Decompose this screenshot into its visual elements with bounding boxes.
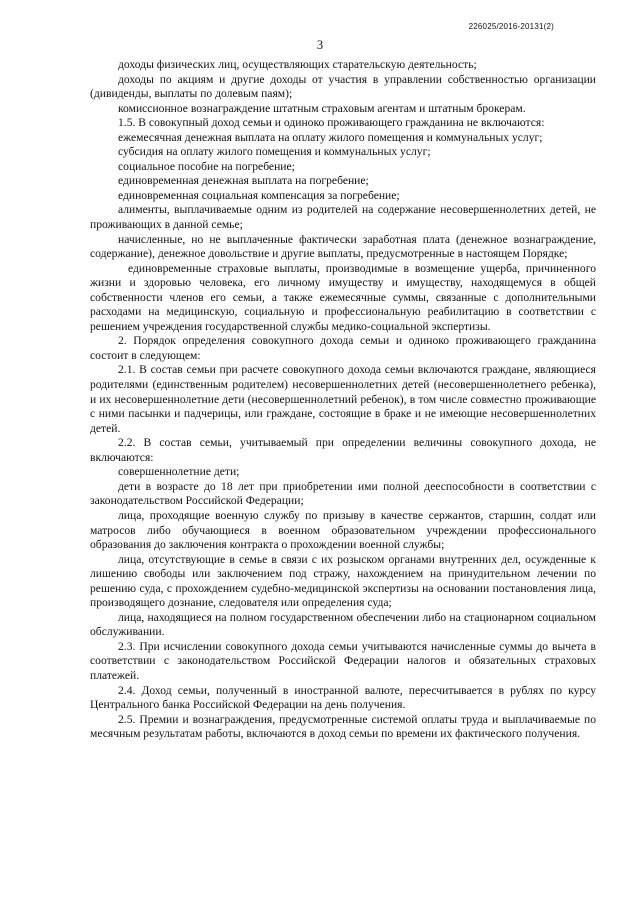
page-number: 3	[316, 38, 324, 52]
paragraph: единовременная денежная выплата на погребение;	[118, 174, 369, 188]
paragraph: 2.4. Доход семьи, полученный в иностранной валюте, пересчитывается в рублях по курсу Центрального банка Российской Федерации на день получения.	[90, 683, 596, 712]
paragraph: 2.1. В состав семьи при расчете совокупного дохода семьи включаются граждане, являющиеся родителями (единственным родителем) несовершеннолетних детей (несовершеннолетнего ребенка), и их несовершеннолетние дети (несовершеннолетний ребенок), в том числе совместно проживающие с ними пасынки и падчерицы, или граждане, состоящие в браке и не имеющие несовершеннолетних детей.	[90, 363, 596, 435]
paragraph: 2.3. При исчислении совокупного дохода семьи учитываются начисленные суммы до вычета в соответствии с законодательством Российской Федерации налогов и обязательных страховых платежей.	[90, 639, 596, 682]
paragraph: ежемесячная денежная выплата на оплату жилого помещения и коммунальных услуг;	[118, 130, 543, 144]
paragraph: единовременные страховые выплаты, производимые в возмещение ущерба, причиненного жизни и здоровью человека, его личному имуществу и имуществу, находящемуся в общей собственности членов его семьи, а также ежемесячные суммы, связанные с дополнительными расходами на медицинскую, социальную и профессиональную реабилитацию в соответствии с решением учреждения государственной службы медико-социальной экспертизы.	[90, 261, 596, 333]
document-id: 226025/2016-20131(2)	[468, 22, 554, 31]
paragraph: социальное пособие на погребение;	[118, 159, 295, 173]
paragraph: совершеннолетние дети;	[118, 465, 240, 479]
paragraph: лица, находящиеся на полном государственном обеспечении либо на стационарном социальном обслуживании.	[90, 610, 596, 639]
paragraph: 2.5. Премии и вознаграждения, предусмотренные системой оплаты труда и выплачиваемые по месячным результатам работы, включаются в доход семьи по времени их фактического получения.	[90, 712, 596, 741]
paragraph: 1.5. В совокупный доход семьи и одиноко проживающего гражданина не включаются:	[118, 116, 545, 130]
document-body	[90, 58, 596, 742]
paragraph: комиссионное вознаграждение штатным страховым агентам и штатным брокерам.	[118, 101, 526, 115]
paragraph: доходы по акциям и другие доходы от участия в управлении собственностью организации (дивиденды, выплаты по долевым паям);	[90, 72, 596, 101]
paragraph: единовременная социальная компенсация за погребение;	[118, 188, 400, 202]
paragraph: алименты, выплачиваемые одним из родителей на содержание несовершеннолетних детей, не проживающих в данной семье;	[90, 203, 596, 232]
paragraph: 2. Порядок определения совокупного дохода семьи и одиноко проживающего гражданина состоит в следующем:	[90, 334, 596, 362]
paragraph: доходы физических лиц, осуществляющих старательскую деятельность;	[118, 58, 477, 71]
paragraph: начисленные, но не выплаченные фактически заработная плата (денежное вознаграждение, содержание), денежное довольствие и другие выплаты, предусмотренные в настоящем Порядке;	[90, 232, 596, 261]
paragraph: лица, проходящие военную службу по призыву в качестве сержантов, старшин, солдат или матросов либо обучающиеся в военном образовательном учреждении профессионального образования до заключения контракта о прохождении военной службы;	[90, 508, 596, 552]
paragraph: лица, отсутствующие в семье в связи с их розыском органами внутренних дел, осужденные к лишению свободы или заключением под стражу, нахождением на принудительном лечении по решению суда, с прохождением судебно-медицинской экспертизы на основании постановления лица, производящего дознание, следователя или определения суда;	[90, 552, 596, 610]
paragraph: 2.2. В состав семьи, учитываемый при определении величины совокупного дохода, не включаются:	[90, 436, 596, 464]
paragraph: субсидия на оплату жилого помещения и коммунальных услуг;	[118, 145, 431, 159]
paragraph: дети в возрасте до 18 лет при приобретении ими полной дееспособности в соответствии с законодательством Российской Федерации;	[90, 479, 596, 508]
